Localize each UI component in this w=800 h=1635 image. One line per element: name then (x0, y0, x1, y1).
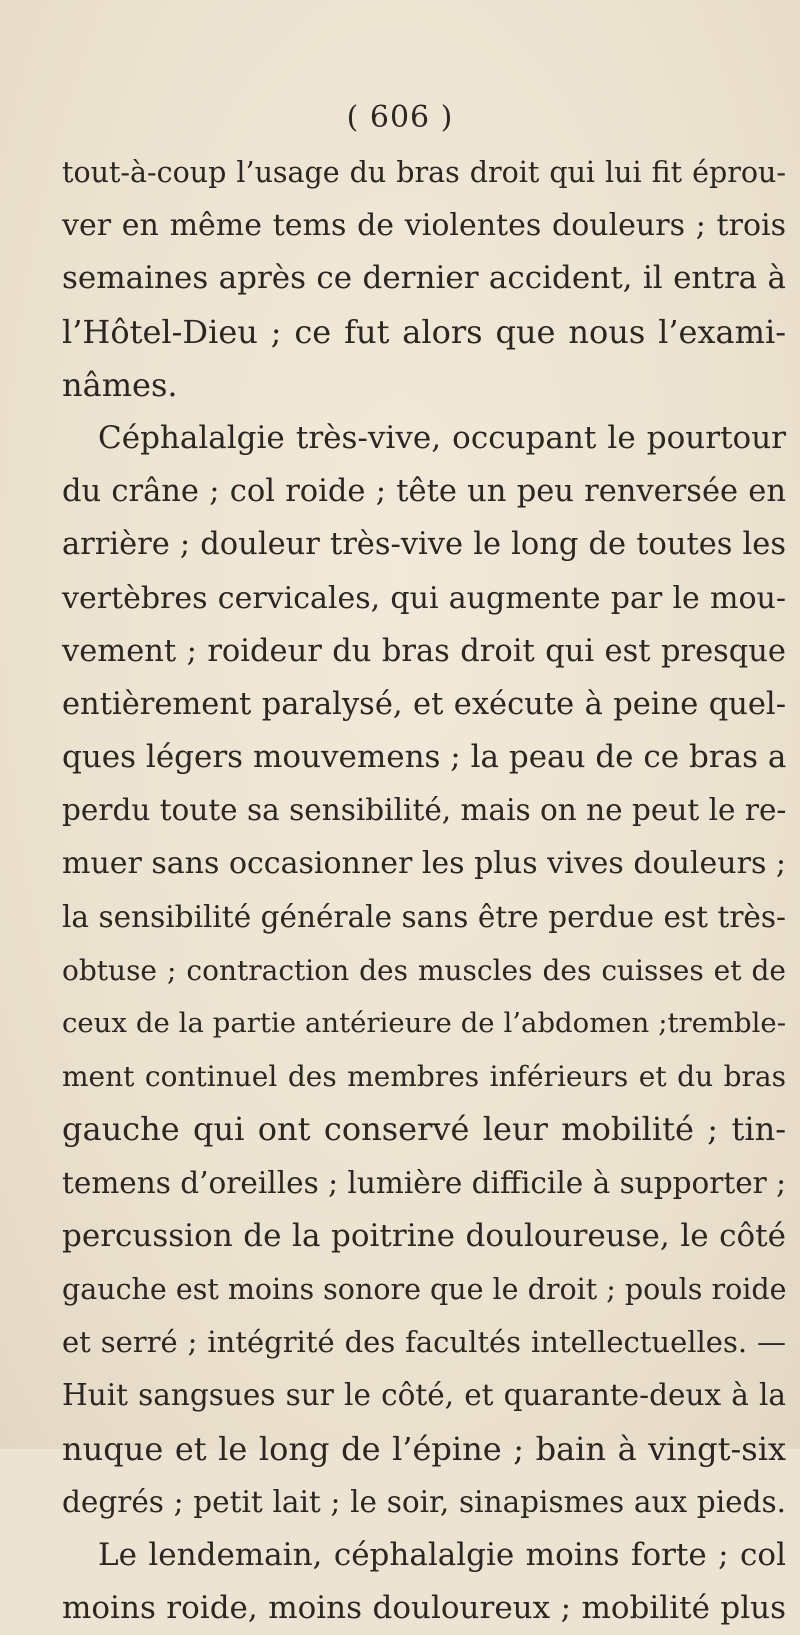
text-line: degrés ; petit lait ; le soir, sinapismes aux pieds. (62, 1484, 786, 1519)
text-line: vertèbres cervicales, qui augmente par le mou- (62, 580, 786, 616)
text-line: et serré ; intégrité des facultés intellectuelles. — (62, 1325, 786, 1360)
text-line: muer sans occasionner les plus vives douleurs ; (62, 846, 786, 882)
text-line: ceux de la partie antérieure de l’abdomen ;tremble- (62, 1007, 786, 1039)
text-line: perdu toute sa sensibilité, mais on ne peut le re- (62, 793, 787, 828)
text-line: semaines après ce dernier accident, il entra à (62, 260, 786, 297)
body-text (62, 146, 786, 1635)
text-line: du crâne ; col roide ; tête un peu renversée en (62, 474, 786, 510)
text-line: arrière ; douleur très-vive le long de toutes les (62, 527, 786, 563)
paragraph-start-line: Céphalalgie très-vive, occupant le pourtour (98, 419, 786, 456)
text-line: percussion de la poitrine douloureuse, le côté (62, 1217, 786, 1254)
text-line: moins roide, moins douloureux ; mobilité plus (62, 1590, 786, 1627)
text-line: Huit sangsues sur le côté, et quarante-deux à la (62, 1378, 786, 1413)
text-line: nuque et le long de l’épine ; bain à vingt-six (62, 1429, 786, 1468)
text-line: tout-à-coup l’usage du bras droit qui lui fit éprou- (62, 156, 786, 189)
text-line: gauche est moins sonore que le droit ; pouls roide (62, 1272, 787, 1306)
text-line: temens d’oreilles ; lumière difficile à supporter ; (62, 1165, 787, 1200)
page-number: ( 606 ) (346, 100, 454, 135)
text-line: nâmes. (62, 365, 178, 404)
text-line: gauche qui ont conservé leur mobilité ; tin- (62, 1110, 786, 1149)
text-line: ver en même tems de violentes douleurs ; trois (62, 208, 786, 244)
text-line: l’Hôtel-Dieu ; ce fut alors que nous l’exami- (62, 312, 786, 351)
text-line: entièrement paralysé, et exécute à peine quel- (62, 686, 786, 722)
paragraph-start-line: Le lendemain, céphalalgie moins forte ; col (98, 1536, 786, 1573)
text-line: vement ; roideur du bras droit qui est presque (62, 633, 786, 669)
text-line: la sensibilité générale sans être perdue est très- (62, 899, 786, 934)
text-line: ques légers mouvemens ; la peau de ce bras a (62, 739, 787, 776)
text-line: obtuse ; contraction des muscles des cuisses et de (62, 953, 786, 987)
text-line: ment continuel des membres inférieurs et du bras (62, 1060, 786, 1094)
